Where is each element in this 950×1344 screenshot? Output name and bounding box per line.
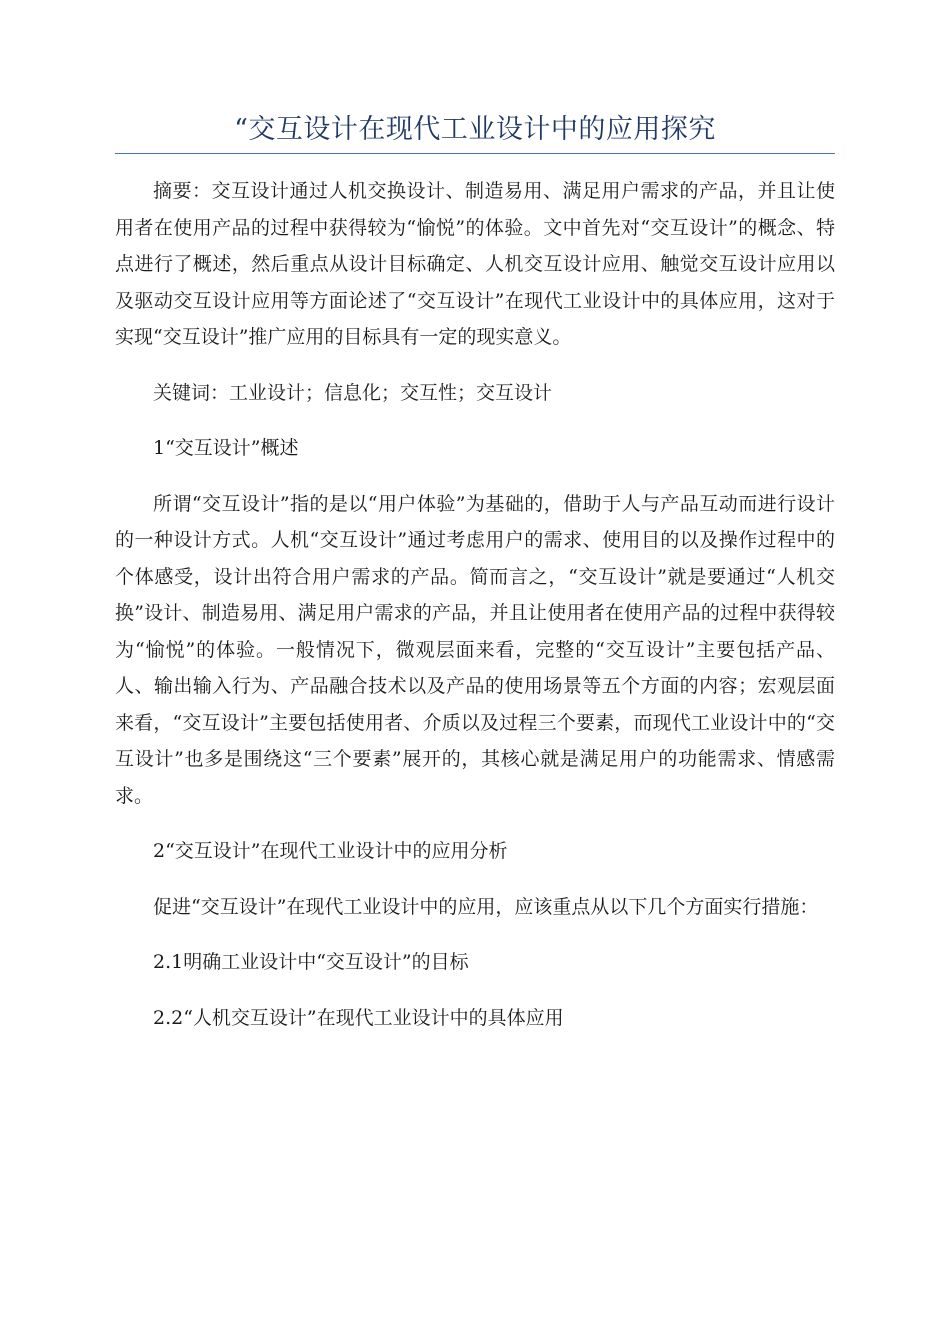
abstract-paragraph: 摘要：交互设计通过人机交换设计、制造易用、满足用户需求的产品，并且让使用者在使用产品的过程中获得较为“愉悦”的体验。文中首先对“交互设计”的概念、特点进行了概述，然后重点从设计目标确定、人机交互设计应用、触觉交互设计应用以及驱动交互设计应用等方面论述了“交互设计”在现代工业设计中的具体应用，这对于实现“交互设计”推广应用的目标具有一定的现实意义。 <box>115 180 835 348</box>
document-title: “交互设计在现代工业设计中的应用探究 <box>234 114 716 145</box>
document-body <box>115 173 835 1055</box>
section-1-heading: 1“交互设计”概述 <box>153 437 299 459</box>
section-2-1-heading: 2.1明确工业设计中“交互设计”的目标 <box>153 951 469 973</box>
section-2-2-heading: 2.2“人机交互设计”在现代工业设计中的具体应用 <box>153 1006 564 1029</box>
section-1-body: 所谓“交互设计”指的是以“用户体验”为基础的，借助于人与产品互动而进行设计的一种设计方式。人机“交互设计”通过考虑用户的需求、使用目的以及操作过程中的个体感受，设计出符合用户需求的产品。简而言之，“交互设计”就是要通过“人机交换”设计、制造易用、满足用户需求的产品，并且让使用者在使用产品的过程中获得较为“愉悦”的体验。一般情况下，微观层面来看，完整的“交互设计”主要包括产品、人、输出输入行为、产品融合技术以及产品的使用场景等五个方面的内容；宏观层面来看，“交互设计”主要包括使用者、介质以及过程三个要素，而现代工业设计中的“交互设计”也多是围绕这“三个要素”展开的，其核心就是满足用户的功能需求、情感需求。 <box>115 492 835 807</box>
section-2-body: 促进“交互设计”在现代工业设计中的应用，应该重点从以下几个方面实行措施： <box>153 895 819 918</box>
keywords-paragraph: 关键词：工业设计；信息化；交互性；交互设计 <box>153 381 553 404</box>
title-underline <box>115 153 835 154</box>
section-2-heading: 2“交互设计”在现代工业设计中的应用分析 <box>153 840 508 862</box>
